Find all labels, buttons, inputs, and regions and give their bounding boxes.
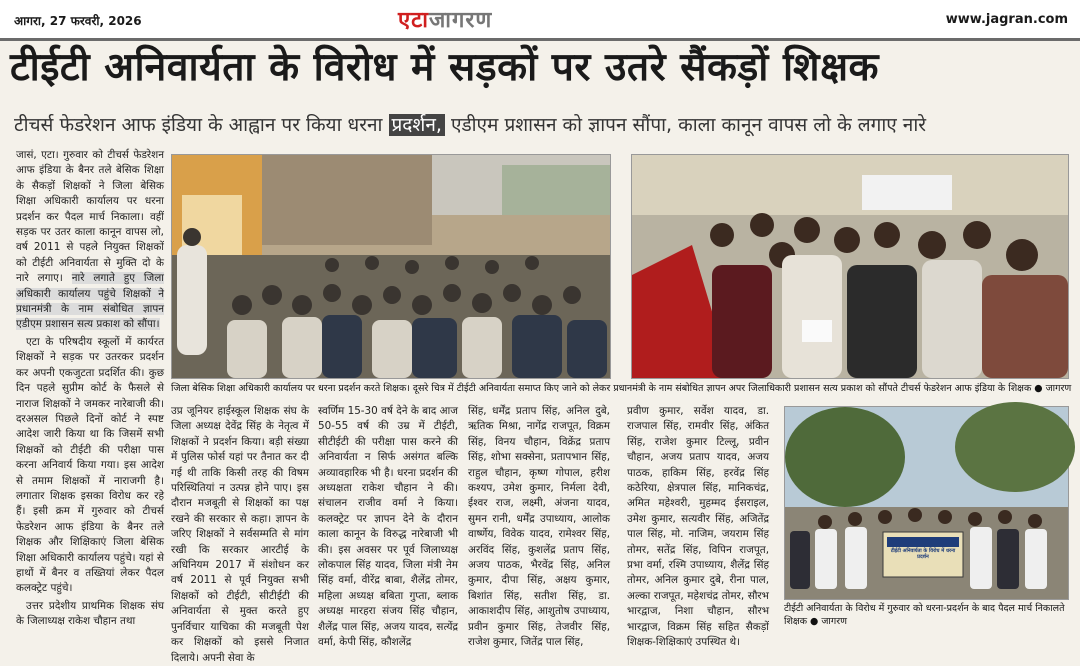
paragraph-1a: जासं, एटा। गुरुवार को टीचर्स फेडरेशन आफ इंडिया के बैनर तले बेसिक शिक्षा के सैकड़ों शिक्षकों ने जिला बेसिक शिक्षा अधिकारी कार्यालय पर धरना प्रदर्शन कर पैदल मार्च निकाला। वहीं सड़क पर उतर काला कानून वापस लो, वर्ष 2011 से पहले नियुक्त शिक्षकों को टीईटी अनिवार्यता से मुक्ति दो के नारे लगाए।	[16, 149, 164, 285]
photo-protest-seated	[171, 154, 611, 379]
march-banner-text: टीईटी अनिवार्यता के विरोध में धरना प्रदर्शन	[890, 548, 956, 560]
website-url: www.jagran.com	[945, 12, 1068, 27]
article-paragraph-1	[16, 148, 164, 333]
march-image	[785, 407, 1068, 599]
photo-caption-bottom: टीईटी अनिवार्यता के विरोध में गुरुवार को धरना-प्रदर्शन के बाद पैदल मार्च निकालते शिक्षक ● जागरण	[784, 603, 1065, 627]
photo-caption-top: जिला बेसिक शिक्षा अधिकारी कार्यालय पर धरना प्रदर्शन करते शिक्षक। दूसरे चित्र में टीईटी अनिवार्यता समाप्त किए जाने को लेकर प्रधानमंत्री के नाम संबोधित ज्ञापन अपर जिलाधिकारी प्रशासन सत्य प्रकाश को सौंपते टीचर्स फेडरेशन आफ इंडिया के शिक्षक ● जागरण	[171, 383, 1072, 394]
photo-march	[784, 406, 1069, 600]
dateline: आगरा, 27 फरवरी, 2026	[14, 14, 142, 28]
masthead	[0, 0, 1080, 41]
photo-memorandum-handover	[631, 154, 1069, 379]
article-column-5: प्रवीण कुमार, सर्वेश यादव, डा. राजपाल सिंह, रामवीर सिंह, अंकित सिंह, राजेश कुमार टिल्लू, प्रवीन चौहान, अजय प्रताप यादव, अजय पाठक, हाकिम सिंह, हरवेंद्र सिंह कठेरिया, क्षेत्रपाल सिंह, मानिकचंद्र, अमित महेश्वरी, मुहम्मद ईसराइल, उमेश कुमार, सत्यवीर सिंह, अजितेंद्र पाल सिंह, मो. नाजिम, जयराम सिंह तोमर, सतेंद्र सिंह, विपिन राजपूत, प्रभा वर्मा, रश्मि उपाध्याय, शैलेंद्र सिंह तोमर, अनिल कुमार दुबे, रीना पाल, अल्का राजपूत, महेशचंद्र तोमर, सौरभ भारद्वाज, निशा चौहान, सौरभ भारद्वाज, विक्रम सिंह सहित सैकड़ों शिक्षक-शिक्षिकाएं उपस्थित थे।	[627, 405, 769, 649]
protest-seated-image	[172, 155, 610, 378]
subhead-highlight: प्रदर्शन,	[389, 114, 445, 136]
article-column-3: स्वर्णिम 15-30 वर्ष देने के बाद आज 50-55 वर्ष की उम्र में टीईटी, सीटीईटी की परीक्षा पास करने की अनिवार्यता न सिर्फ असंगत बल्कि अव्यावहारिक भी है। धरना प्रदर्शन की अध्यक्षता राकेश चौहान ने की। संचालन राजीव वर्मा ने किया। कलक्ट्रेट पर ज्ञापन देने के दौरान काला कानून के विरुद्ध नारेबाजी भी की। इस अवसर पर पूर्व जिलाध्यक्ष लोकपाल सिंह यादव, जिला मंत्री नेम सिंह वर्मा, वीरेंद्र बाबा, शैलेंद्र तोमर, महिला अध्यक्ष बबिता गुप्ता, ब्लाक अध्यक्ष मारहरा संजय सिंह चौहान, शैलेंद्र पाल सिंह, अजय यादव, सत्येंद्र वर्मा, केपी सिंह, कौशलेंद्र	[318, 405, 458, 649]
newspaper-logo	[398, 4, 492, 34]
subhead-part1: टीचर्स फेडरेशन आफ इंडिया के आह्वान पर किया धरना	[14, 114, 383, 136]
article-paragraph-3: उत्तर प्रदेशीय प्राथमिक शिक्षक संघ के जिलाध्यक्ष राकेश चौहान तथा	[16, 599, 164, 628]
headline: टीईटी अनिवार्यता के विरोध में सड़कों पर उतरे सैंकड़ों शिक्षक	[10, 45, 879, 90]
article-column-1	[16, 148, 164, 640]
logo-text-a: एटा	[398, 8, 429, 33]
subheadline	[14, 111, 1074, 139]
article-column-2: उप्र जूनियर हाईस्कूल शिक्षक संघ के जिला अध्यक्ष देवेंद्र सिंह के नेतृत्व में शिक्षकों ने प्रदर्शन किया। बड़ी संख्या में पुलिस फोर्स यहां पर तैनात कर दी गई थी ताकि किसी तरह की विषम परिस्थितियां न उत्पन्न होने पाए। इस दौरान मजबूती से शिक्षकों का पक्ष रखने की सरकार से कहा। ज्ञापन के जरिए शिक्षकों ने सर्वसम्मति से मांग रखी कि सरकार आरटीई के अधिनियम 2017 में संशोधन कर वर्ष 2011 से पूर्व नियुक्त सभी शिक्षकों को टीईटी, सीटीईटी की अनिवार्यता से मुक्त करते हुए पुनर्विचार याचिका की मजबूती पेश कर शिक्षकों को इससे निजात दिलाये। अपनी सेवा के	[171, 405, 309, 664]
subhead-part2: एडीएम प्रशासन को ज्ञापन सौंपा, काला कानून वापस लो के लगाए नारे	[444, 114, 927, 136]
paragraph-1b-highlight: नारे लगाते हुए जिला अधिकारी कार्यालय पहुंचे शिक्षकों ने प्रधानमंत्री के नाम संबोधित ज्ञापन एडीएम प्रशासन सत्य प्रकाश को सौंपा।	[16, 272, 164, 331]
logo-text-b: जागरण	[428, 8, 493, 33]
article-column-4: सिंह, धर्मेंद्र प्रताप सिंह, अनिल दुबे, ऋतिक मिश्रा, नागेंद्र राजपूत, विक्रम सिंह, विनय चौहान, विक्रेंद्र प्रताप सिंह, शोभा सक्सेना, प्रतापभान सिंह, राहुल चौहान, कृष्ण गोपाल, हरीश कश्यप, उमेश कुमार, निर्मला देवी, ईश्वर राज, लक्ष्मी, अंजना यादव, सुमन रानी, धर्मेंद्र उपाध्याय, आलोक वार्ष्णेय, विवेक यादव, रामेश्वर सिंह, अरविंद सिंह, कुशलेंद्र प्रताप सिंह, अजय पाठक, भैरवेंद्र सिंह, अनिल कुमार, दीपा सिंह, अक्षय कुमार, बिशांत सिंह, सतीश सिंह, डा. आकाशदीप सिंह, आशुतोष उपाध्याय, प्रवीन कुमार सिंह, तेजवीर सिंह, राजेश कुमार, जितेंद्र पाल सिंह,	[468, 405, 610, 649]
article-paragraph-2: एटा के परिषदीय स्कूलों में कार्यरत शिक्षकों ने सड़क पर उतरकर प्रदर्शन कर अपनी एकजुटता प्रदर्शित की। कुछ दिन पहले सुप्रीम कोर्ट के फैसले से नाराज शिक्षकों ने जमकर नारेबाजी की। दरअसल पिछले दिनों कोर्ट ने स्पष्ट आदेश जारी किया था कि जिसमें सभी शिक्षकों को टीईटी की परीक्षा पास करना अनिवार्य किया गया। इस आदेश से तमाम शिक्षकों में नाराजगी है। लगातार शिक्षक इसका विरोध कर रहे हैं। इसी क्रम में गुरुवार को टीचर्स फेडरेशन आफ इंडिया के बैनर तले शिक्षक और शिक्षिकाएं जिला बेसिक शिक्षा अधिकारी कार्यालय पहुंचे। यहां से हाथों में बैनर व तख्तियां लेकर पैदल कलक्ट्रेट पहुंचे।	[16, 335, 164, 595]
memorandum-image	[632, 155, 1068, 378]
